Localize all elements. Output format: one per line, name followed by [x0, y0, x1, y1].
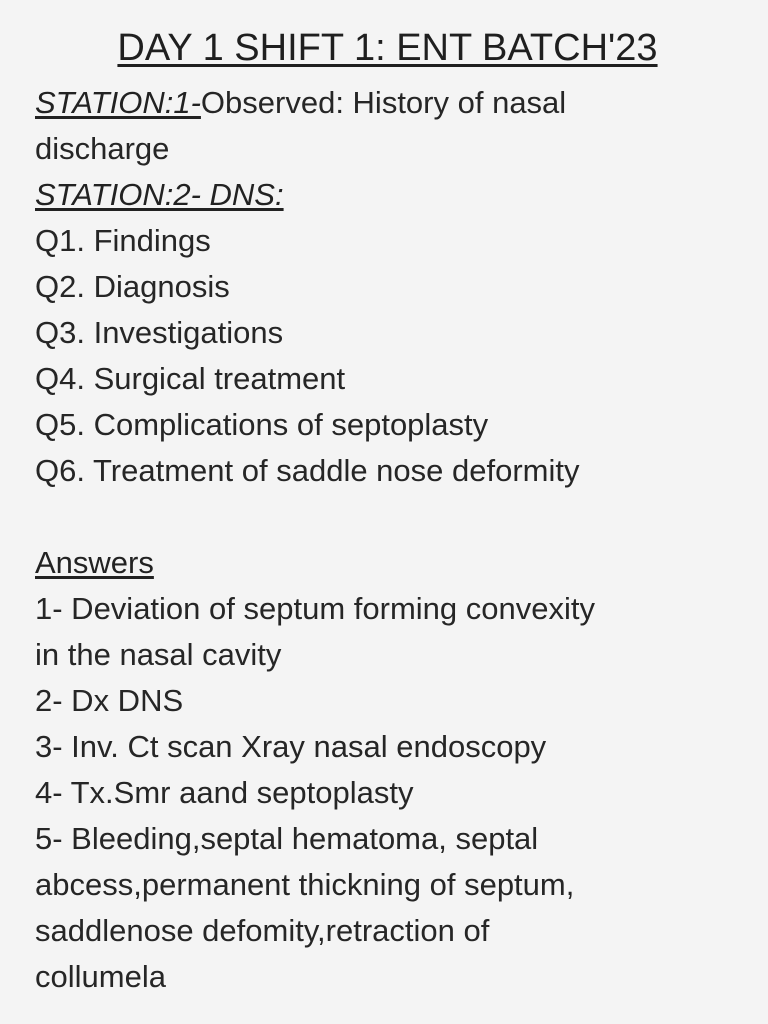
answer-line: collumela [35, 959, 166, 994]
question-4: Q4. Surgical treatment [35, 361, 346, 396]
answer-line: 4- Tx.Smr aand septoplasty [35, 775, 414, 810]
question-6: Q6. Treatment of saddle nose deformity [35, 453, 580, 488]
answer-line: 5- Bleeding,septal hematoma, septal [35, 821, 539, 856]
question-5: Q5. Complications of septoplasty [35, 407, 489, 442]
answer-line: 1- Deviation of septum forming convexity [35, 591, 595, 626]
answers-heading-line [35, 540, 740, 586]
question-3: Q3. Investigations [35, 315, 284, 350]
station-2-line [35, 172, 740, 218]
answer-line: 2- Dx DNS [35, 683, 184, 718]
answer-line: 3- Inv. Ct scan Xray nasal endoscopy [35, 729, 547, 764]
station-1-label: STATION:1- [35, 85, 201, 120]
answer-line: saddlenose defomity,retraction of [35, 913, 490, 948]
answers-heading: Answers [35, 545, 154, 580]
question-2: Q2. Diagnosis [35, 269, 230, 304]
station-2-label: STATION:2- DNS: [35, 177, 284, 212]
section-spacer [35, 494, 740, 540]
answer-line: in the nasal cavity [35, 637, 282, 672]
station-1-text-continued: discharge [35, 131, 170, 166]
station-1-line [35, 80, 740, 126]
answer-line: abcess,permanent thickning of septum, [35, 867, 575, 902]
question-1: Q1. Findings [35, 223, 211, 258]
station-1-text: Observed: History of nasal [200, 85, 567, 120]
page-title: DAY 1 SHIFT 1: ENT BATCH'23 [117, 27, 658, 69]
